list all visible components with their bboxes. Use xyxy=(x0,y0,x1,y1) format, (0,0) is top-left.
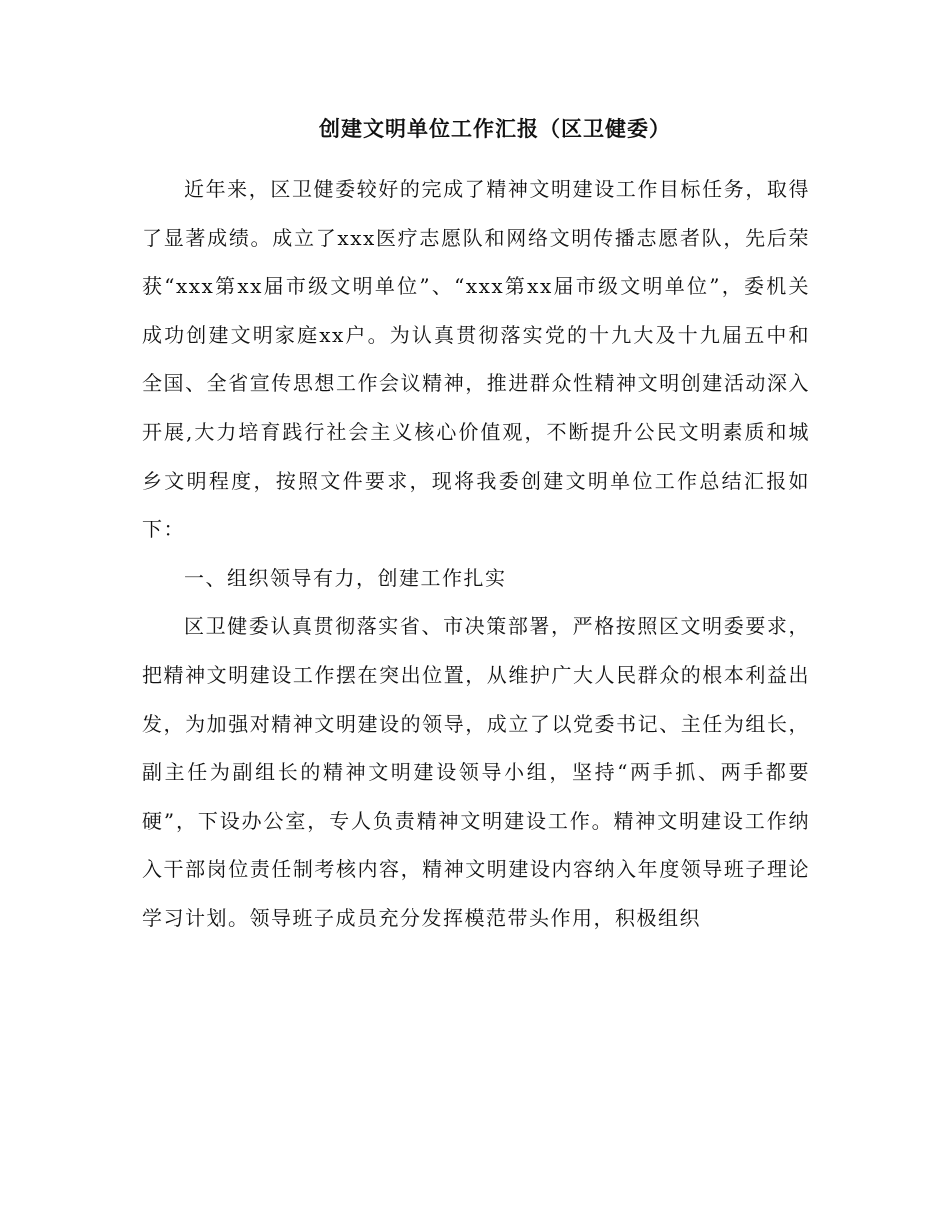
document-body xyxy=(142,165,810,943)
paragraph-intro: 近年来，区卫健委较好的完成了精神文明建设工作目标任务，取得了显著成绩。成立了xxx医疗志愿队和网络文明传播志愿者队，先后荣获“xxx第xx届市级文明单位”、“xxx第xx届市级文明单位”，委机关成功创建文明家庭xx户。为认真贯彻落实党的十九大及十九届五中和全国、全省宣传思想工作会议精神，推进群众性精神文明创建活动深入开展,大力培育践行社会主义核心价值观，不断提升公民文明素质和城乡文明程度，按照文件要求，现将我委创建文明单位工作总结汇报如下： xyxy=(142,177,810,542)
paragraph-section-1: 区卫健委认真贯彻落实省、市决策部署，严格按照区文明委要求，把精神文明建设工作摆在突出位置，从维护广大人民群众的根本利益出发，为加强对精神文明建设的领导，成立了以党委书记、主任为组长，副主任为副组长的精神文明建设领导小组，坚持“两手抓、两手都要硬”，下设办公室，专人负责精神文明建设工作。精神文明建设工作纳入干部岗位责任制考核内容，精神文明建设内容纳入年度领导班子理论学习计划。领导班子成员充分发挥模范带头作用，积极组织 xyxy=(142,614,810,930)
document-title: 创建文明单位工作汇报（区卫健委） xyxy=(319,116,671,141)
section-heading-1: 一、组织领导有力，创建工作扎实 xyxy=(184,565,507,590)
